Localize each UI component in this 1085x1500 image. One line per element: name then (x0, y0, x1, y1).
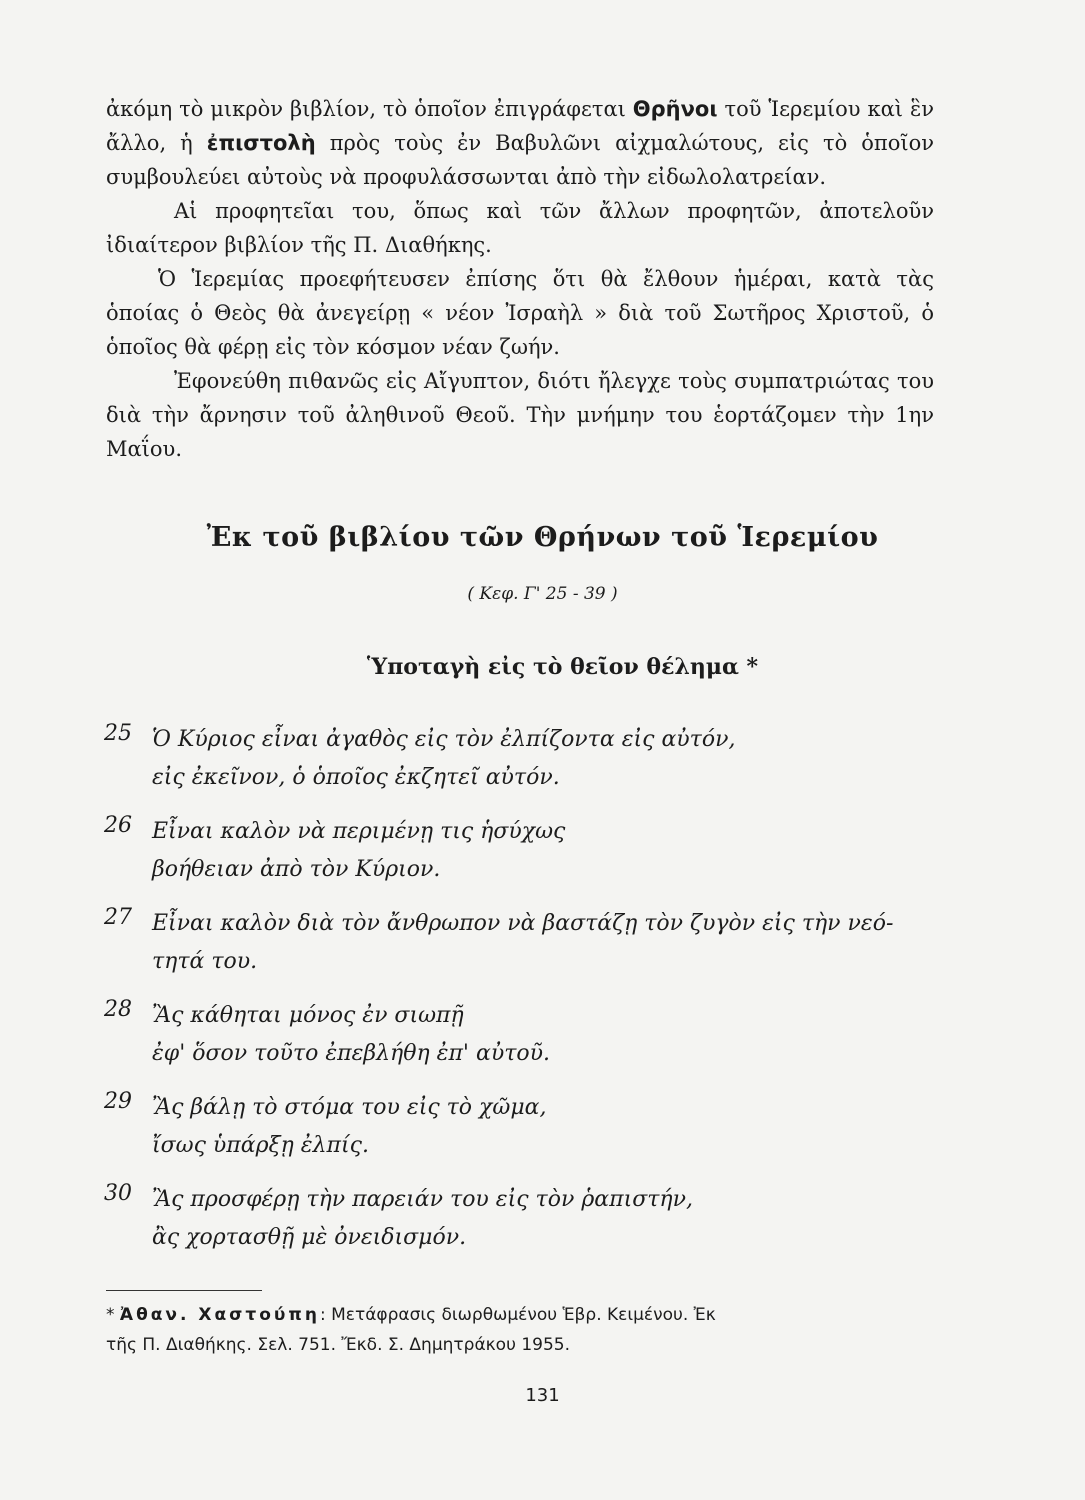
footnote-line-1 (106, 1300, 946, 1330)
intro-paragraph-1 (106, 92, 934, 194)
verse-line: ἴσως ὑπάρξῃ ἐλπίς. (152, 1133, 369, 1158)
verse-line: Ὁ Κύριος εἶναι ἀγαθὸς εἰς τὸν ἐλπίζοντα εἰς αὐτόν, (152, 727, 736, 752)
verse-line: ἂς χορτασθῇ μὲ ὀνειδισμόν. (152, 1225, 467, 1250)
verse-28 (104, 997, 944, 1073)
verse-line: βοήθειαν ἀπὸ τὸν Κύριον. (152, 857, 441, 882)
intro-p1-bold-epistoli: ἐπιστολὴ (206, 131, 316, 155)
verse-line: Εἶναι καλὸν διὰ τὸν ἄνθρωπον νὰ βαστάζῃ τὸν ζυγὸν εἰς τὴν νεό- (152, 911, 894, 936)
verse-number: 26 (104, 813, 132, 838)
verse-30 (104, 1181, 944, 1257)
verse-line: Ἂς προσφέρῃ τὴν παρειάν του εἰς τὸν ῥαπιστήν, (152, 1187, 693, 1212)
verse-line: εἰς ἐκεῖνον, ὁ ὁποῖος ἐκζητεῖ αὐτόν. (152, 765, 560, 790)
chapter-reference: ( Κεφ. Γ' 25 - 39 ) (467, 584, 618, 604)
verse-27 (104, 905, 944, 981)
intro-p1-part-a: ἀκόμη τὸ μικρὸν βιβλίον, τὸ ὁποῖον ἐπιγράφεται (106, 97, 633, 121)
footnote-author: Ἀθαν. Χαστούπη (119, 1305, 320, 1325)
section-title: Ἐκ τοῦ βιβλίου τῶν Θρήνων τοῦ Ἱερεμίου (206, 522, 879, 553)
verse-number: 27 (104, 905, 132, 930)
footnote-line-2: τῆς Π. Διαθήκης. Σελ. 751. Ἔκδ. Σ. Δημητράκου 1955. (106, 1335, 570, 1355)
verse-number: 25 (104, 721, 132, 746)
section-subtitle: Ὑποταγὴ εἰς τὸ θεῖον θέλημα * (366, 654, 759, 680)
verse-number: 29 (104, 1089, 132, 1114)
intro-p1-bold-threnoi: Θρῆνοι (632, 97, 718, 121)
verse-number: 30 (104, 1181, 132, 1206)
footnote-text-1: : Μετάφρασις διωρθωμένου Ἑβρ. Κειμένου. Ἐκ (319, 1305, 716, 1325)
verse-line: Ἂς βάλῃ τὸ στόμα του εἰς τὸ χῶμα, (152, 1095, 547, 1120)
intro-p1-part-c: τοῦ Ἱερεμίου καὶ ἓν ἄλλο, ἡ (106, 97, 934, 155)
verse-line: Εἶναι καλὸν νὰ περιμένῃ τις ἡσύχως (152, 819, 566, 844)
verse-line: Ἂς κάθηται μόνος ἐν σιωπῇ (152, 1003, 464, 1028)
page-number: 131 (525, 1385, 560, 1406)
verse-25 (104, 721, 944, 797)
intro-paragraph-4: Ἐφονεύθη πιθανῶς εἰς Αἴγυπτον, διότι ἤλεγχε τοὺς συμπατριώτας του διὰ τὴν ἄρνησιν τοῦ ἀληθινοῦ Θεοῦ. Τὴν μνήμην του ἑορτάζομεν τὴν 1ην Μαΐου. (106, 369, 934, 461)
verse-line: ἐφ' ὅσον τοῦτο ἐπεβλήθη ἐπ' αὐτοῦ. (152, 1041, 550, 1066)
footnote-marker: * (106, 1305, 120, 1325)
intro-p1-part-e: πρὸς τοὺς ἐν Βαβυλῶνι αἰχμαλώτους, εἰς τὸ ὁποῖον συμβουλεύει αὐτοὺς νὰ προφυλάσσωνται ἀπὸ τὴν εἰδωλολατρείαν. (106, 131, 934, 189)
intro-paragraph-3: Ὁ Ἱερεμίας προεφήτευσεν ἐπίσης ὅτι θὰ ἔλθουν ἡμέραι, κατὰ τὰς ὁποίας ὁ Θεὸς θὰ ἀνεγείρῃ « νέον Ἰσραὴλ » διὰ τοῦ Σωτῆρος Χριστοῦ, ὁ ὁποῖος θὰ φέρῃ εἰς τὸν κόσμον νέαν ζωήν. (106, 267, 934, 359)
intro-text (106, 92, 934, 466)
verse-list (104, 721, 944, 1273)
verse-number: 28 (104, 997, 132, 1022)
verse-26 (104, 813, 944, 889)
verse-29 (104, 1089, 944, 1165)
intro-paragraph-2: Αἱ προφητεῖαι του, ὅπως καὶ τῶν ἄλλων προφητῶν, ἀποτελοῦν ἰδιαίτερον βιβλίον τῆς Π. Διαθήκης. (106, 199, 934, 257)
verse-line: τητά του. (152, 949, 258, 974)
footnote (106, 1300, 946, 1360)
footnote-divider (106, 1290, 262, 1291)
